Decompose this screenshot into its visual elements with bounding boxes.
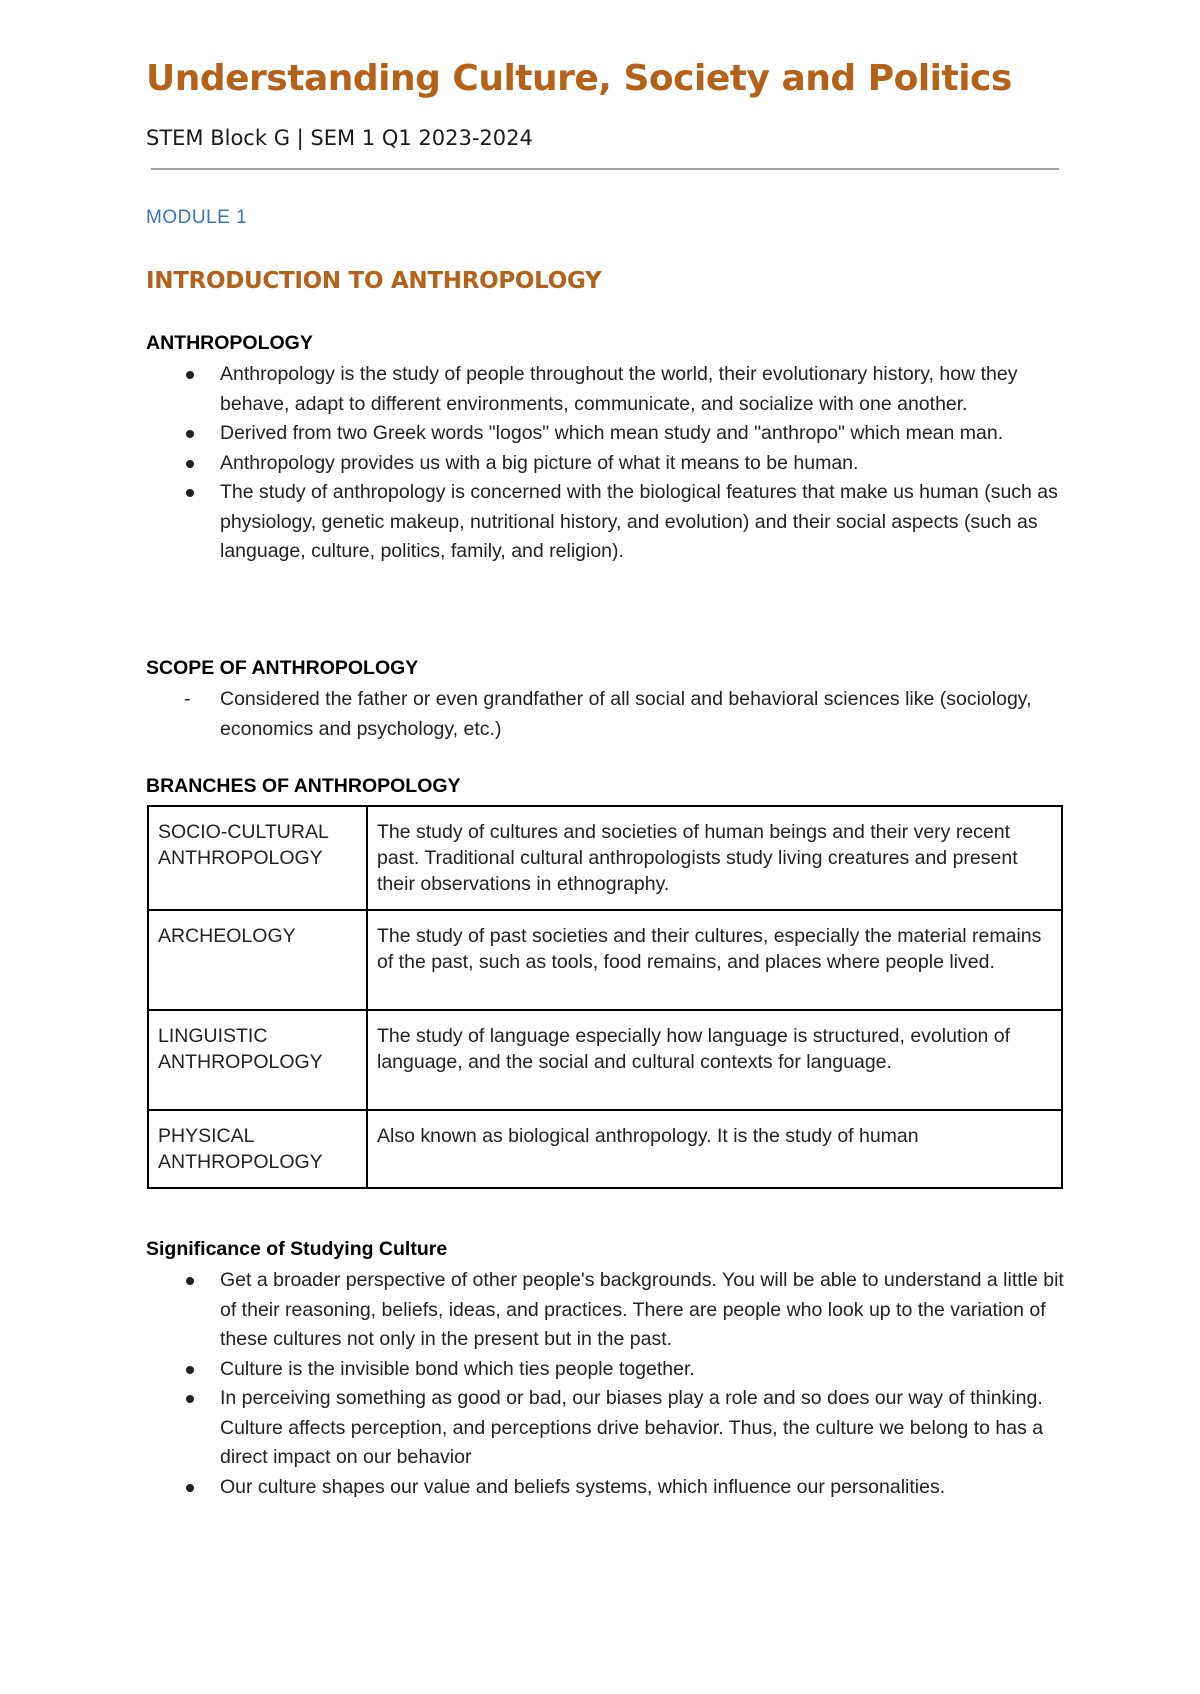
branch-name-cell: ARCHEOLOGY — [148, 910, 367, 1010]
branch-name-cell: SOCIO-CULTURAL ANTHROPOLOGY — [148, 806, 367, 910]
branches-heading: BRANCHES OF ANTHROPOLOGY — [146, 775, 461, 797]
table-row — [148, 910, 1062, 1010]
bullet-icon — [186, 1395, 194, 1403]
document-subtitle: STEM Block G | SEM 1 Q1 2023-2024 — [146, 126, 533, 150]
list-item: Anthropology is the study of people throughout the world, their evolutionary history, how they behave, adapt to different environments, communicate, and socialize with one another. — [146, 360, 1066, 419]
bullet-icon — [186, 1484, 194, 1492]
module-label: MODULE 1 — [146, 207, 248, 228]
bullet-icon — [186, 430, 194, 438]
document-title: Understanding Culture, Society and Politics — [146, 58, 1012, 99]
table-row — [148, 806, 1062, 910]
bullet-icon — [186, 1277, 194, 1285]
list-item: Culture is the invisible bond which ties people together. — [146, 1355, 1066, 1385]
branch-description-cell: The study of past societies and their cultures, especially the material remains of the past, such as tools, food remains, and places where people lived. — [367, 910, 1062, 1010]
branch-description-cell: The study of cultures and societies of human beings and their very recent past. Traditional cultural anthropologists study living creatures and present their observations in ethnography. — [367, 806, 1062, 910]
anthropology-list — [146, 360, 1066, 567]
branch-name-cell: LINGUISTIC ANTHROPOLOGY — [148, 1010, 367, 1110]
list-item: In perceiving something as good or bad, our biases play a role and so does our way of thinking. Culture affects perception, and perceptions drive behavior. Thus, the culture we belong to has a direct impact on our behavior — [146, 1384, 1066, 1473]
list-item: - Considered the father or even grandfather of all social and behavioral sciences like (sociology, economics and psychology, etc.) — [146, 685, 1066, 744]
list-item: The study of anthropology is concerned with the biological features that make us human (such as physiology, genetic makeup, nutritional history, and evolution) and their social aspects (such as language, culture, politics, family, and religion). — [146, 478, 1066, 567]
list-item: Anthropology provides us with a big picture of what it means to be human. — [146, 449, 1066, 479]
branches-table — [147, 805, 1063, 1189]
scope-list — [146, 685, 1066, 744]
bullet-icon — [186, 460, 194, 468]
bullet-icon — [186, 489, 194, 497]
branch-description-cell: Also known as biological anthropology. It is the study of human — [367, 1110, 1062, 1188]
list-item: Get a broader perspective of other people's backgrounds. You will be able to understand a little bit of their reasoning, beliefs, ideas, and practices. There are people who look up to the variation of these cultures not only in the present but in the past. — [146, 1266, 1066, 1355]
significance-list — [146, 1266, 1066, 1502]
anthropology-heading: ANTHROPOLOGY — [146, 332, 313, 354]
table-row — [148, 1010, 1062, 1110]
table-row — [148, 1110, 1062, 1188]
bullet-icon — [186, 1366, 194, 1374]
section-heading: INTRODUCTION TO ANTHROPOLOGY — [146, 268, 602, 294]
dash-marker: - — [184, 688, 191, 710]
branch-name-cell: PHYSICAL ANTHROPOLOGY — [148, 1110, 367, 1188]
branch-description-cell: The study of language especially how language is structured, evolution of language, and the social and cultural contexts for language. — [367, 1010, 1062, 1110]
bullet-icon — [186, 371, 194, 379]
list-item: Our culture shapes our value and beliefs systems, which influence our personalities. — [146, 1473, 1066, 1503]
significance-heading: Significance of Studying Culture — [146, 1238, 448, 1260]
horizontal-divider — [151, 168, 1059, 170]
list-item: Derived from two Greek words "logos" which mean study and "anthropo" which mean man. — [146, 419, 1066, 449]
scope-heading: SCOPE OF ANTHROPOLOGY — [146, 657, 419, 679]
